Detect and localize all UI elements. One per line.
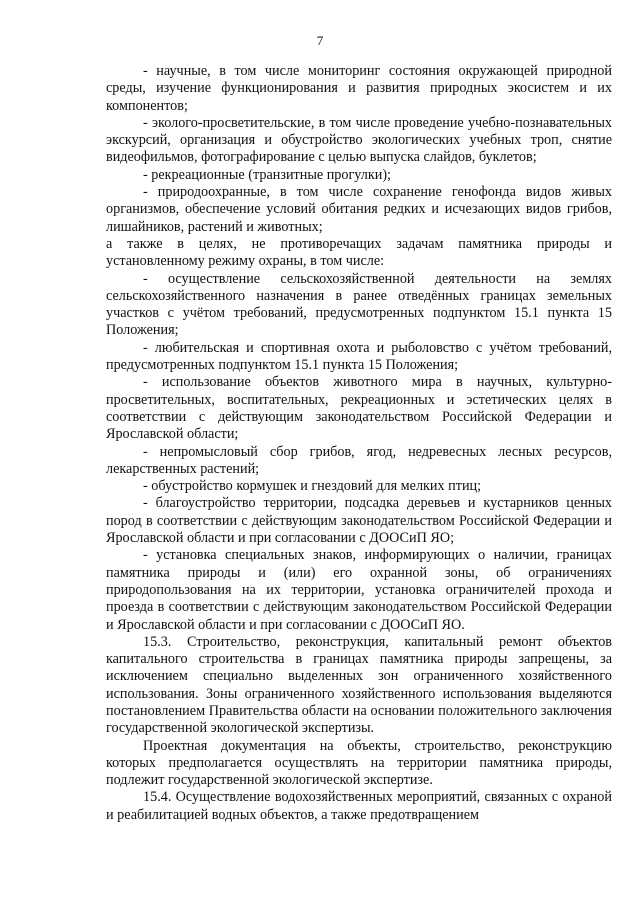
- list-item-recreational: - рекреационные (транзитные прогулки);: [143, 166, 392, 183]
- clause-15-3: 15.3. Строительство, реконструкция, капитальный ремонт объектов капитального строительства в границах памятника природы запрещены, за исключением специально выделенных зон ограниченного хозяйственного использования. Зоны ограниченного хозяйственного использования выделяются постановлением Правительства области на основании положительного заключения государственной экологической экспертизы.: [106, 633, 612, 737]
- list-item-eco-educational: - эколого-просветительские, в том числе проведение учебно-познавательных экскурсий, организация и обустройство экологических учебных троп, снятие видеофильмов, фотографирование с целью выпуска слайдов, буклетов;: [106, 114, 612, 166]
- list-item-signs: - установка специальных знаков, информирующих о наличии, границах памятника природы и (или) его охранной зоны, об ограничениях природопользования на их территории, установка ограничителей прохода и проезда в соответствии с действующим законодательством Российской Федерации и Ярославской области и при согласовании с ДООСиП ЯО.: [106, 547, 612, 633]
- list-item-nature-protection: - природоохранные, в том числе сохранение генофонда видов живых организмов, обеспечение условий обитания редких и исчезающих видов грибов, лишайников, растений и животных;: [106, 184, 612, 235]
- body-text: [106, 63, 612, 824]
- list-item-agriculture: - осуществление сельскохозяйственной деятельности на землях сельскохозяйственного назначения в ранее отведённых границах земельных участков с учётом требований, предусмотренных подпунктом 15.1 пункта 15 Положения;: [106, 270, 612, 339]
- list-item-gathering: - непромысловый сбор грибов, ягод, недревесных лесных ресурсов, лекарственных растений;: [106, 443, 612, 477]
- list-item-wildlife-use: - использование объектов животного мира в научных, культурно-просветительных, воспитательных, рекреационных и эстетических целях в соответствии с действующим законодательством Российской Федерации и Ярославской области;: [106, 374, 612, 443]
- list-item-hunting-fishing: - любительская и спортивная охота и рыболовство с учётом требований, предусмотренных подпунктом 15.1 пункта 15 Положения;: [106, 339, 612, 374]
- list-item-landscaping: - благоустройство территории, подсадка деревьев и кустарников ценных пород в соответствии с действующим законодательством Российской Федерации и Ярославской области и при согласовании с ДООСиП ЯО;: [106, 495, 612, 547]
- list-item-scientific: - научные, в том числе мониторинг состояния окружающей природной среды, изучение функционирования и развития природных экосистем и их компонентов;: [106, 63, 612, 114]
- list-item-bird-feeders: - обустройство кормушек и гнездовий для мелких птиц;: [143, 478, 482, 495]
- page-number: 7: [316, 33, 324, 48]
- clause-15-4: 15.4. Осуществление водохозяйственных мероприятий, связанных с охраной и реабилитацией водных объектов, а также предотвращением: [106, 789, 612, 823]
- paragraph-other-purposes: а также в целях, не противоречащих задачам памятника природы и установленному режиму охраны, в том числе:: [106, 235, 612, 270]
- paragraph-project-documentation: Проектная документация на объекты, строительство, реконструкцию которых предполагается осуществлять на территории памятника природы, подлежит государственной экологической экспертизе.: [106, 737, 612, 789]
